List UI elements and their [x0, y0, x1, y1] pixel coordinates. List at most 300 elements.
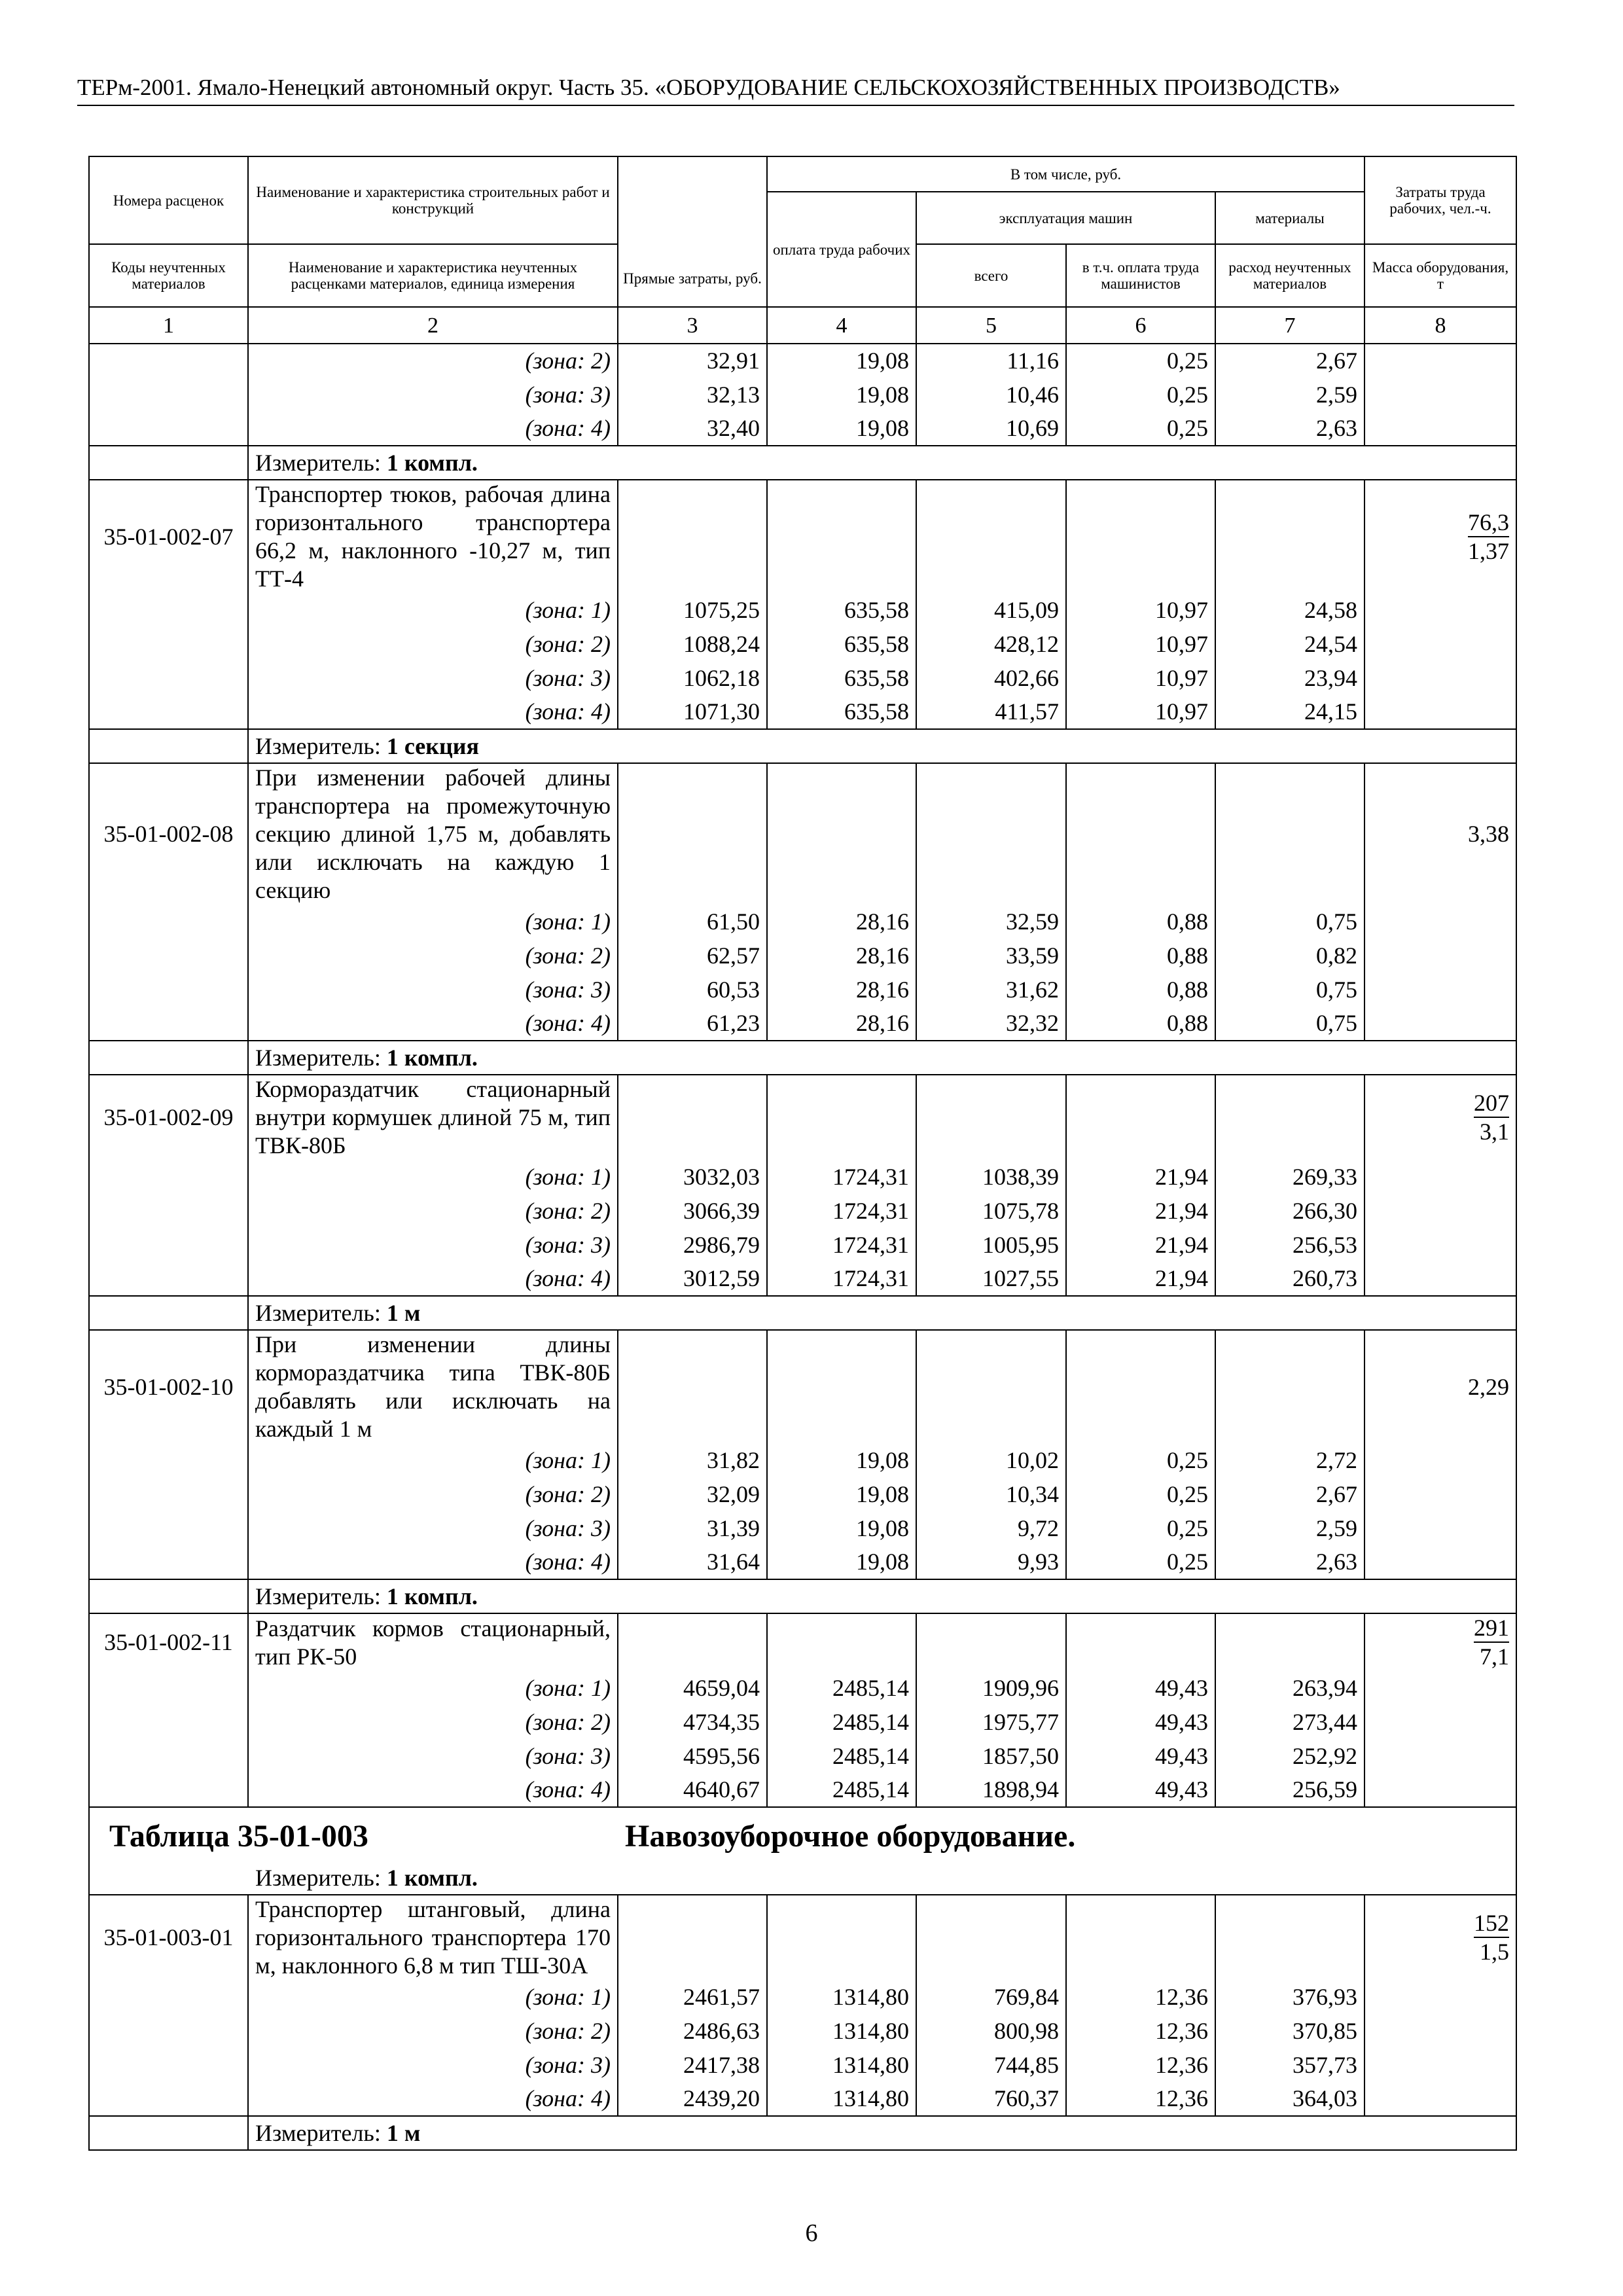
empty-cell: [1066, 1895, 1215, 1980]
empty-cell: [1364, 1511, 1516, 1545]
measure-row: [89, 2116, 1516, 2150]
page-number: 6: [805, 2219, 818, 2247]
labor-cell: [1364, 1075, 1516, 1160]
empty-cell: [916, 763, 1066, 905]
machines-total-value: 415,09: [916, 593, 1066, 627]
measure-label: Измеритель:: [255, 732, 381, 759]
item-description: Кормораздатчик стационарный внутри кормушек длиной 75 м, тип ТВК-80Б: [248, 1075, 618, 1160]
direct-costs-value: 3032,03: [618, 1160, 767, 1194]
labor-pay-value: 19,08: [767, 344, 916, 378]
empty-cell: [1364, 593, 1516, 627]
zone-row: [89, 1194, 1516, 1228]
labor-pay-value: 19,08: [767, 1511, 916, 1545]
empty-cell: [89, 446, 248, 480]
rates-table: [88, 156, 1517, 2151]
labor-cell: 3,38: [1364, 763, 1516, 905]
labor-pay-value: 19,08: [767, 412, 916, 446]
empty-cell: [767, 1613, 916, 1671]
labor-cell: [1364, 1895, 1516, 1980]
operators-pay-value: 10,97: [1066, 661, 1215, 695]
direct-costs-value: 2439,20: [618, 2082, 767, 2116]
empty-cell: [916, 1330, 1066, 1443]
zone-label: (зона: 1): [248, 593, 618, 627]
item-row: [89, 763, 1516, 905]
direct-costs-value: 62,57: [618, 939, 767, 973]
machines-total-value: 10,02: [916, 1443, 1066, 1477]
empty-cell: [618, 763, 767, 905]
direct-costs-value: 1071,30: [618, 695, 767, 729]
empty-cell: [1364, 1194, 1516, 1228]
rate-code: 35-01-002-11: [89, 1613, 248, 1671]
zone-row: [89, 695, 1516, 729]
materials-value: 2,59: [1215, 1511, 1364, 1545]
materials-value: 376,93: [1215, 1980, 1364, 2014]
col-number: 4: [767, 307, 916, 344]
materials-value: 24,54: [1215, 627, 1364, 661]
empty-cell: [89, 729, 248, 763]
materials-value: 2,59: [1215, 378, 1364, 412]
zone-row: [89, 1262, 1516, 1296]
machines-total-value: 32,59: [916, 905, 1066, 939]
table-body: [89, 344, 1516, 2150]
col-incl-operators: в т.ч. оплата труда машинистов: [1066, 244, 1215, 307]
direct-costs-value: 3066,39: [618, 1194, 767, 1228]
zone-row: [89, 1511, 1516, 1545]
labor-pay-value: 635,58: [767, 661, 916, 695]
operators-pay-value: 12,36: [1066, 2048, 1215, 2082]
labor-pay-value: 1724,31: [767, 1194, 916, 1228]
materials-value: 0,75: [1215, 1007, 1364, 1041]
zone-label: (зона: 1): [248, 1443, 618, 1477]
machines-total-value: 428,12: [916, 627, 1066, 661]
materials-value: 370,85: [1215, 2014, 1364, 2048]
empty-cell: [89, 2082, 248, 2116]
mass-value: 1,37: [1468, 537, 1510, 564]
empty-cell: [767, 1075, 916, 1160]
materials-value: 2,67: [1215, 1477, 1364, 1511]
col-machines: эксплуатация машин: [916, 192, 1215, 244]
empty-cell: [618, 1330, 767, 1443]
operators-pay-value: 0,88: [1066, 905, 1215, 939]
empty-cell: [767, 763, 916, 905]
labor-cell: 2,29: [1364, 1330, 1516, 1443]
empty-cell: [1364, 344, 1516, 378]
direct-costs-value: 31,39: [618, 1511, 767, 1545]
zone-label: (зона: 3): [248, 1739, 618, 1773]
labor-pay-value: 1724,31: [767, 1262, 916, 1296]
zone-label: (зона: 3): [248, 973, 618, 1007]
item-row: [89, 1075, 1516, 1160]
empty-cell: [1215, 1330, 1364, 1443]
empty-cell: [1364, 627, 1516, 661]
operators-pay-value: 0,25: [1066, 344, 1215, 378]
zone-row: [89, 973, 1516, 1007]
empty-cell: [1215, 1613, 1364, 1671]
empty-cell: [1215, 763, 1364, 905]
machines-total-value: 744,85: [916, 2048, 1066, 2082]
empty-cell: [1364, 1545, 1516, 1579]
empty-cell: [1066, 1613, 1215, 1671]
labor-mass-fraction: [1474, 1614, 1509, 1670]
operators-pay-value: 0,25: [1066, 1443, 1215, 1477]
empty-cell: [1364, 1477, 1516, 1511]
labor-pay-value: 1314,80: [767, 2048, 916, 2082]
empty-cell: [89, 1262, 248, 1296]
empty-cell: [89, 939, 248, 973]
operators-pay-value: 21,94: [1066, 1160, 1215, 1194]
operators-pay-value: 49,43: [1066, 1739, 1215, 1773]
direct-costs-value: 61,50: [618, 905, 767, 939]
col-number: 2: [248, 307, 618, 344]
zone-label: (зона: 1): [248, 1671, 618, 1705]
zone-label: (зона: 2): [248, 939, 618, 973]
measure-row: [89, 1041, 1516, 1075]
machines-total-value: 10,46: [916, 378, 1066, 412]
zone-label: (зона: 2): [248, 344, 618, 378]
empty-cell: [1364, 1671, 1516, 1705]
empty-cell: [89, 1041, 248, 1075]
materials-value: 0,75: [1215, 905, 1364, 939]
labor-cell: [1364, 480, 1516, 593]
zone-row: [89, 1477, 1516, 1511]
machines-total-value: 1909,96: [916, 1671, 1066, 1705]
zone-label: (зона: 4): [248, 1262, 618, 1296]
zone-row: [89, 2082, 1516, 2116]
empty-cell: [1364, 1739, 1516, 1773]
measure-label: Измеритель:: [255, 1299, 381, 1326]
zone-label: (зона: 4): [248, 1773, 618, 1807]
col-work-name: Наименование и характеристика строительных работ и конструкций: [248, 156, 618, 244]
item-row: [89, 1613, 1516, 1671]
zone-label: (зона: 2): [248, 1477, 618, 1511]
labor-pay-value: 19,08: [767, 378, 916, 412]
empty-cell: [767, 1895, 916, 1980]
empty-cell: [89, 1511, 248, 1545]
mass-value: 1,5: [1480, 1939, 1510, 1965]
labor-pay-value: 2485,14: [767, 1773, 916, 1807]
machines-total-value: 1005,95: [916, 1228, 1066, 1262]
col-labor: Затраты труда рабочих, чел.-ч.: [1364, 156, 1516, 244]
item-row: [89, 1895, 1516, 1980]
table-name: Навозоуборочное оборудование.: [625, 1819, 1076, 1854]
measure-cell: [248, 729, 1516, 763]
labor-pay-value: 635,58: [767, 695, 916, 729]
empty-cell: [1364, 973, 1516, 1007]
zone-label: (зона: 4): [248, 1545, 618, 1579]
rate-code: 35-01-003-01: [89, 1895, 248, 1980]
empty-cell: [1364, 661, 1516, 695]
labor-pay-value: 2485,14: [767, 1705, 916, 1739]
labor-pay-value: 28,16: [767, 939, 916, 973]
empty-cell: [89, 1296, 248, 1330]
materials-value: 23,94: [1215, 661, 1364, 695]
item-description: При изменении длины кормораздатчика типа ТВК-80Б добавлять или исключать на каждый 1 м: [248, 1330, 618, 1443]
empty-cell: [89, 1007, 248, 1041]
measure-cell: [248, 1296, 1516, 1330]
labor-pay-value: 1724,31: [767, 1160, 916, 1194]
operators-pay-value: 21,94: [1066, 1194, 1215, 1228]
empty-cell: [89, 1477, 248, 1511]
operators-pay-value: 0,25: [1066, 1477, 1215, 1511]
measure-unit: 1 секция: [386, 732, 479, 759]
materials-value: 266,30: [1215, 1194, 1364, 1228]
direct-costs-value: 2417,38: [618, 2048, 767, 2082]
empty-cell: [89, 1545, 248, 1579]
materials-value: 2,63: [1215, 412, 1364, 446]
machines-total-value: 1975,77: [916, 1705, 1066, 1739]
materials-value: 273,44: [1215, 1705, 1364, 1739]
zone-row: [89, 344, 1516, 378]
empty-cell: [1364, 412, 1516, 446]
col-including: В том числе, руб.: [767, 156, 1364, 192]
zone-label: (зона: 2): [248, 2014, 618, 2048]
measure-unit: 1 компл.: [386, 1583, 478, 1609]
measure-unit: 1 компл.: [386, 449, 478, 476]
col-number: 3: [618, 307, 767, 344]
col-materials-use: расход неучтенных материалов: [1215, 244, 1364, 307]
machines-total-value: 10,34: [916, 1477, 1066, 1511]
mass-value: 3,1: [1480, 1119, 1510, 1145]
machines-total-value: 9,72: [916, 1511, 1066, 1545]
operators-pay-value: 49,43: [1066, 1671, 1215, 1705]
machines-total-value: 33,59: [916, 939, 1066, 973]
zone-row: [89, 1980, 1516, 2014]
labor-value: 152: [1474, 1909, 1509, 1938]
empty-cell: [1215, 480, 1364, 593]
machines-total-value: 10,69: [916, 412, 1066, 446]
operators-pay-value: 21,94: [1066, 1228, 1215, 1262]
measure-line: [90, 1861, 1516, 1894]
operators-pay-value: 0,25: [1066, 1511, 1215, 1545]
zone-row: [89, 1443, 1516, 1477]
empty-cell: [1364, 1443, 1516, 1477]
measure-label: Измеритель:: [255, 1583, 381, 1609]
empty-cell: [916, 1895, 1066, 1980]
zone-label: (зона: 3): [248, 661, 618, 695]
zone-label: (зона: 4): [248, 2082, 618, 2116]
empty-cell: [89, 973, 248, 1007]
item-row: [89, 480, 1516, 593]
col-material-name: Наименование и характеристика неучтенных расценками материалов, единица измерения: [248, 244, 618, 307]
zone-label: (зона: 4): [248, 1007, 618, 1041]
empty-cell: [89, 1579, 248, 1613]
empty-cell: [89, 1705, 248, 1739]
empty-cell: [89, 2116, 248, 2150]
materials-value: 357,73: [1215, 2048, 1364, 2082]
machines-total-value: 32,32: [916, 1007, 1066, 1041]
zone-label: (зона: 3): [248, 1511, 618, 1545]
labor-pay-value: 2485,14: [767, 1739, 916, 1773]
empty-cell: [618, 1613, 767, 1671]
table-title-cell: [89, 1807, 1516, 1895]
zone-row: [89, 1773, 1516, 1807]
measure-row: [89, 1579, 1516, 1613]
empty-cell: [1364, 2082, 1516, 2116]
rate-code: 35-01-002-08: [89, 763, 248, 905]
item-row: [89, 1330, 1516, 1443]
measure-unit: 1 компл.: [386, 1044, 478, 1071]
direct-costs-value: 32,91: [618, 344, 767, 378]
materials-value: 256,59: [1215, 1773, 1364, 1807]
empty-cell: [1364, 1160, 1516, 1194]
machines-total-value: 760,37: [916, 2082, 1066, 2116]
col-number: 6: [1066, 307, 1215, 344]
direct-costs-value: 2986,79: [618, 1228, 767, 1262]
materials-value: 2,63: [1215, 1545, 1364, 1579]
empty-cell: [89, 1194, 248, 1228]
empty-cell: [767, 1330, 916, 1443]
materials-value: 269,33: [1215, 1160, 1364, 1194]
operators-pay-value: 49,43: [1066, 1705, 1215, 1739]
zone-label: (зона: 1): [248, 1980, 618, 2014]
operators-pay-value: 0,88: [1066, 939, 1215, 973]
operators-pay-value: 49,43: [1066, 1773, 1215, 1807]
empty-cell: [618, 480, 767, 593]
item-description: Транспортер штанговый, длина горизонтального транспортера 170 м, наклонного 6,8 м тип ТШ-30А: [248, 1895, 618, 1980]
direct-costs-value: 61,23: [618, 1007, 767, 1041]
empty-cell: [89, 1228, 248, 1262]
zone-label: (зона: 4): [248, 695, 618, 729]
rate-code: 35-01-002-09: [89, 1075, 248, 1160]
direct-costs-value: 2461,57: [618, 1980, 767, 2014]
direct-costs-value: 60,53: [618, 973, 767, 1007]
machines-total-value: 1898,94: [916, 1773, 1066, 1807]
labor-pay-value: 28,16: [767, 905, 916, 939]
zone-row: [89, 1545, 1516, 1579]
measure-label: Измеритель:: [255, 449, 381, 476]
labor-pay-value: 1314,80: [767, 1980, 916, 2014]
materials-value: 24,58: [1215, 593, 1364, 627]
empty-cell: [1364, 2014, 1516, 2048]
materials-value: 263,94: [1215, 1671, 1364, 1705]
col-number: 1: [89, 307, 248, 344]
empty-cell: [89, 593, 248, 627]
zone-label: (зона: 4): [248, 412, 618, 446]
zone-row: [89, 2014, 1516, 2048]
labor-pay-value: 19,08: [767, 1443, 916, 1477]
labor-pay-value: 1314,80: [767, 2082, 916, 2116]
zone-row: [89, 661, 1516, 695]
empty-cell: [767, 480, 916, 593]
labor-pay-value: 635,58: [767, 593, 916, 627]
operators-pay-value: 10,97: [1066, 695, 1215, 729]
direct-costs-value: 4734,35: [618, 1705, 767, 1739]
direct-costs-value: 4640,67: [618, 1773, 767, 1807]
materials-value: 2,67: [1215, 344, 1364, 378]
zone-label: (зона: 2): [248, 627, 618, 661]
col-mass: Масса оборудования, т: [1364, 244, 1516, 307]
empty-cell: [1364, 1007, 1516, 1041]
empty-cell: [618, 1075, 767, 1160]
measure-row: [89, 446, 1516, 480]
labor-pay-value: 19,08: [767, 1477, 916, 1511]
measure-label: Измеритель:: [255, 1865, 381, 1891]
empty-cell: [1364, 1262, 1516, 1296]
materials-value: 260,73: [1215, 1262, 1364, 1296]
labor-pay-value: 28,16: [767, 973, 916, 1007]
machines-total-value: 9,93: [916, 1545, 1066, 1579]
labor-pay-value: 2485,14: [767, 1671, 916, 1705]
labor-value: 207: [1474, 1089, 1509, 1118]
item-description: Раздатчик кормов стационарный, тип РК-50: [248, 1613, 618, 1671]
col-materials: материалы: [1215, 192, 1364, 244]
zone-row: [89, 378, 1516, 412]
table-title-wrap: [90, 1819, 1516, 1861]
zone-row: [89, 1739, 1516, 1773]
column-numbers-row: [89, 307, 1516, 344]
operators-pay-value: 0,88: [1066, 973, 1215, 1007]
direct-costs-value: 1062,18: [618, 661, 767, 695]
materials-value: 24,15: [1215, 695, 1364, 729]
empty-cell: [89, 1443, 248, 1477]
empty-cell: [89, 378, 248, 412]
machines-total-value: 31,62: [916, 973, 1066, 1007]
labor-mass-fraction: [1468, 509, 1509, 565]
table-header: [89, 156, 1516, 344]
labor-mass-fraction: [1474, 1909, 1509, 1965]
direct-costs-value: 4595,56: [618, 1739, 767, 1773]
operators-pay-value: 0,88: [1066, 1007, 1215, 1041]
labor-value: 76,3: [1468, 509, 1509, 537]
machines-total-value: 1027,55: [916, 1262, 1066, 1296]
col-number: 8: [1364, 307, 1516, 344]
zone-row: [89, 1160, 1516, 1194]
machines-total-value: 1038,39: [916, 1160, 1066, 1194]
direct-costs-value: 32,09: [618, 1477, 767, 1511]
zone-label: (зона: 1): [248, 1160, 618, 1194]
empty-cell: [89, 412, 248, 446]
operators-pay-value: 21,94: [1066, 1262, 1215, 1296]
labor-pay-value: 635,58: [767, 627, 916, 661]
empty-cell: [89, 661, 248, 695]
machines-total-value: 1857,50: [916, 1739, 1066, 1773]
empty-cell: [1364, 1980, 1516, 2014]
machines-total-value: 769,84: [916, 1980, 1066, 2014]
empty-cell: [1066, 480, 1215, 593]
zone-row: [89, 1705, 1516, 1739]
empty-cell: [1066, 763, 1215, 905]
machines-total-value: 411,57: [916, 695, 1066, 729]
col-number: 5: [916, 307, 1066, 344]
operators-pay-value: 12,36: [1066, 2014, 1215, 2048]
empty-cell: [89, 1671, 248, 1705]
measure-row: [89, 729, 1516, 763]
direct-costs-value: 1075,25: [618, 593, 767, 627]
measure-unit: 1 м: [386, 1299, 421, 1326]
empty-cell: [1215, 1895, 1364, 1980]
direct-costs-value: 2486,63: [618, 2014, 767, 2048]
page-header: ТЕРм-2001. Ямало-Ненецкий автономный округ. Часть 35. «ОБОРУДОВАНИЕ СЕЛЬСКОХОЗЯЙСТВЕННЫХ ПРОИЗВОДСТВ»: [77, 73, 1514, 106]
rate-code: 35-01-002-10: [89, 1330, 248, 1443]
col-direct-costs: Прямые затраты, руб.: [618, 156, 767, 307]
zone-row: [89, 939, 1516, 973]
empty-cell: [89, 344, 248, 378]
machines-total-value: 11,16: [916, 344, 1066, 378]
empty-cell: [1364, 1705, 1516, 1739]
empty-cell: [1364, 905, 1516, 939]
zone-row: [89, 412, 1516, 446]
machines-total-value: 800,98: [916, 2014, 1066, 2048]
direct-costs-value: 1088,24: [618, 627, 767, 661]
col-rates-numbers: Номера расценок: [89, 156, 248, 244]
operators-pay-value: 10,97: [1066, 627, 1215, 661]
zone-row: [89, 905, 1516, 939]
empty-cell: [89, 627, 248, 661]
empty-cell: [89, 2048, 248, 2082]
empty-cell: [89, 695, 248, 729]
labor-cell: [1364, 1613, 1516, 1671]
zone-label: (зона: 3): [248, 2048, 618, 2082]
